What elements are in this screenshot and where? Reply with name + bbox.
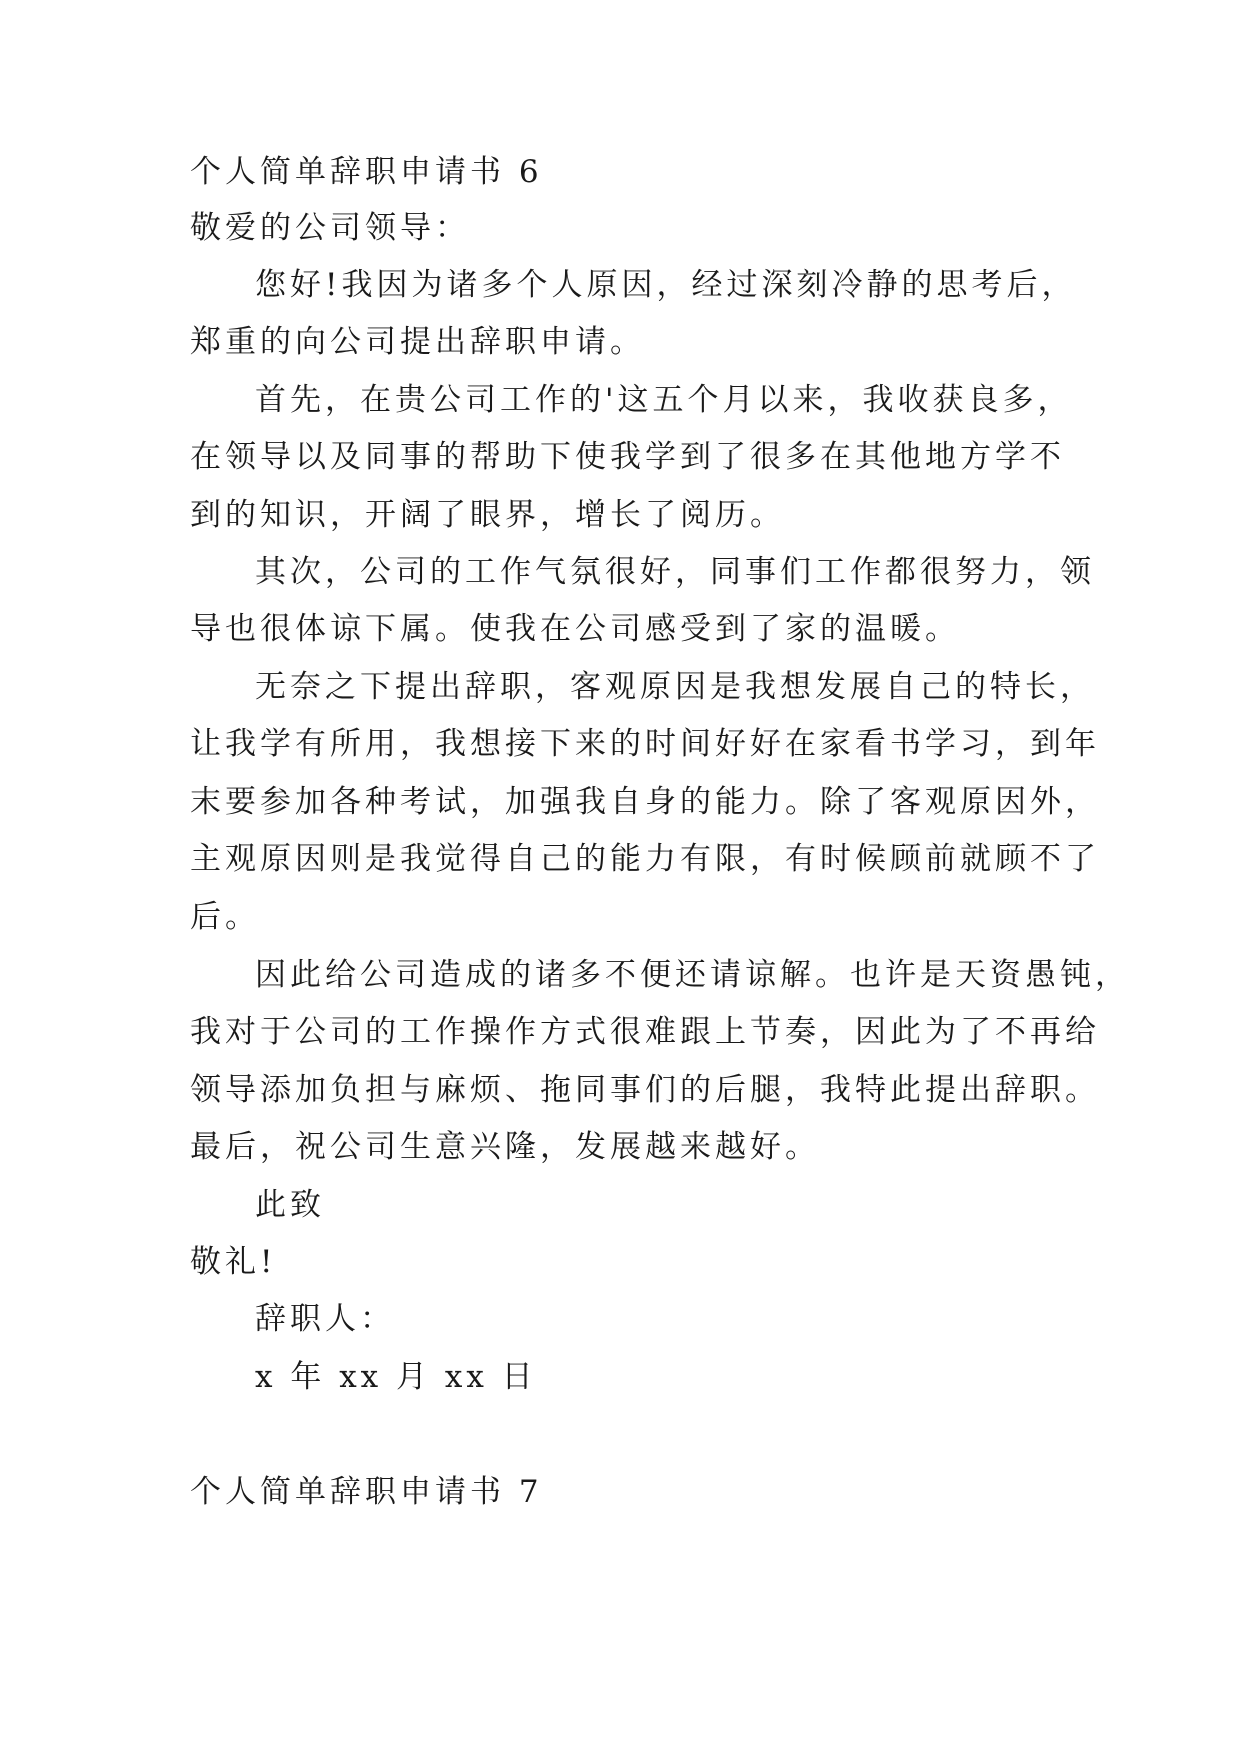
paragraph-line: 其次，公司的工作气氛很好，同事们工作都很努力，领 [255, 554, 1095, 590]
paragraph-line: 在领导以及同事的帮助下使我学到了很多在其他地方学不 [190, 439, 1065, 475]
paragraph-line: 末要参加各种考试，加强我自身的能力。除了客观原因外， [190, 784, 1100, 820]
paragraph-line: 后。 [190, 899, 260, 935]
paragraph-line: 因此给公司造成的诸多不便还请谅解。也许是天资愚钝， [255, 957, 1130, 993]
paragraph-line: 领导添加负担与麻烦、拖同事们的后腿，我特此提出辞职。 [190, 1072, 1100, 1108]
paragraph-line: 郑重的向公司提出辞职申请。 [190, 324, 645, 360]
signer-label: 辞职人： [255, 1301, 395, 1337]
salutation: 敬爱的公司领导： [190, 210, 470, 246]
paragraph-line: 无奈之下提出辞职，客观原因是我想发展自己的特长， [255, 669, 1095, 705]
document-heading: 个人简单辞职申请书 6 [190, 154, 543, 190]
paragraph-line: 我对于公司的工作操作方式很难跟上节奏，因此为了不再给 [190, 1014, 1100, 1050]
paragraph-line: 您好!我因为诸多个人原因，经过深刻冷静的思考后， [255, 267, 1077, 303]
closing-salute: 敬礼! [190, 1244, 277, 1280]
paragraph-line: 导也很体谅下属。使我在公司感受到了家的温暖。 [190, 611, 960, 647]
paragraph-line: 让我学有所用，我想接下来的时间好好在家看书学习，到年 [190, 726, 1100, 762]
paragraph-line: 主观原因则是我觉得自己的能力有限，有时候顾前就顾不了 [190, 841, 1100, 877]
closing-line: 此致 [255, 1187, 325, 1223]
paragraph-line: 到的知识，开阔了眼界，增长了阅历。 [190, 497, 785, 533]
date-line: x 年 xx 月 xx 日 [255, 1359, 537, 1395]
paragraph-line: 首先，在贵公司工作的'这五个月以来，我收获良多， [255, 382, 1073, 418]
paragraph-line: 最后，祝公司生意兴隆，发展越来越好。 [190, 1129, 820, 1165]
document-heading: 个人简单辞职申请书 7 [190, 1474, 543, 1510]
